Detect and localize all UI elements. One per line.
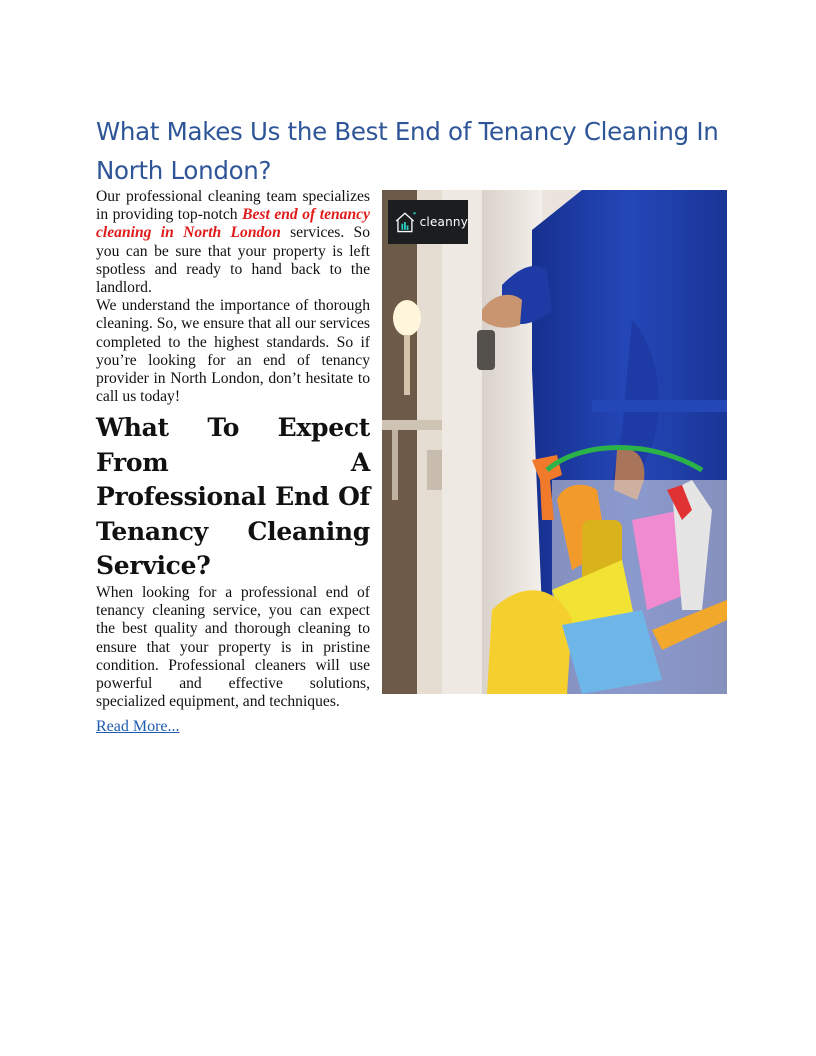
second-paragraph: We understand the importance of thorough cleaning. So, we ensure that all our services completed to the highest standards. So if you’re looking for an end of tenancy provider in North London, don’t hesitate to call us today! bbox=[96, 297, 370, 406]
highlight-link-text: Best end of tenancy cleaning in North London bbox=[96, 206, 370, 242]
cleaner-illustration bbox=[382, 190, 727, 694]
read-more-link[interactable]: Read More... bbox=[96, 718, 180, 735]
third-paragraph: When looking for a professional end of tenancy cleaning service, you can expect the best quality and thorough cleaning to ensure that your property is in pristine condition. Professional cleaners will use powerful and effective solutions, specialized equipment, and techniques. bbox=[96, 583, 370, 711]
logo-text: cleanny bbox=[419, 215, 468, 229]
section-heading: What To Expect From A Professional End Of Tenancy Cleaning Service? bbox=[96, 413, 370, 581]
cleaner-photo bbox=[382, 190, 727, 694]
intro-paragraph bbox=[96, 188, 370, 297]
page-title: What Makes Us the Best End of Tenancy Cleaning In North London? bbox=[96, 117, 719, 185]
cleanny-logo bbox=[388, 200, 468, 244]
house-logo-icon bbox=[391, 205, 421, 239]
intro-text: Our professional cleaning team specializes in providing top-notch bbox=[96, 188, 370, 224]
intro-text-after: services. So you can be sure that your property is left spotless and ready to hand back to the landlord. bbox=[96, 224, 370, 297]
text-column bbox=[96, 188, 370, 711]
